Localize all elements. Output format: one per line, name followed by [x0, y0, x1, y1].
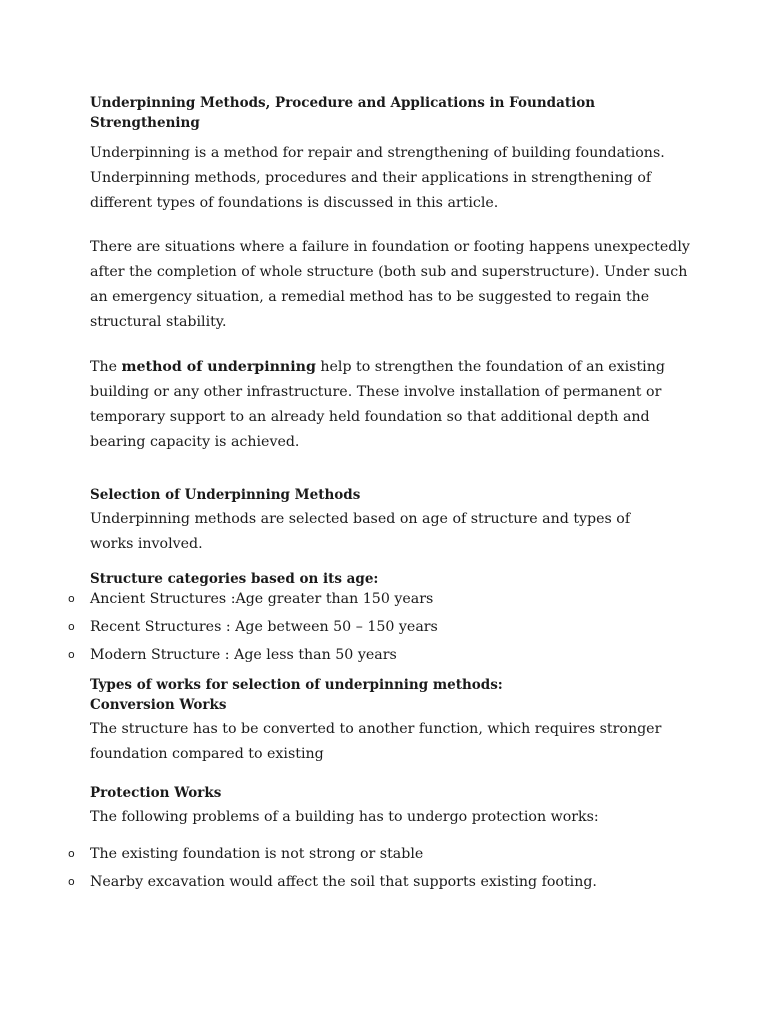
method-bold-term: method of underpinning [121, 359, 316, 375]
bullet-marker: o [68, 648, 75, 661]
list-item: o Nearby excavation would affect the soil that supports existing footing. [90, 868, 690, 896]
list-item: o Modern Structure : Age less than 50 years [90, 641, 690, 669]
intro-paragraph: Underpinning is a method for repair and strengthening of building foundations. Underpinning methods, procedures and their applications in strengthening of different types of foundations is discussed in this article. [90, 145, 665, 211]
situations-paragraph: There are situations where a failure in foundation or footing happens unexpectedly after the completion of whole structure (both sub and superstructure). Under such an emergency situation, a remedial method has to be suggested to regain the structural stability. [90, 239, 690, 330]
bullet-marker: o [68, 847, 75, 860]
method-suffix: help to strengthen the foundation of an existing building or any other infrastructure. These involve installation of permanent or temporary support to an already held foundation so that additional depth and bearing capacity is achieved. [90, 359, 665, 450]
conversion-heading: Conversion Works [90, 697, 227, 713]
protection-heading: Protection Works [90, 785, 222, 801]
list-item: o Ancient Structures :Age greater than 150 years [90, 585, 690, 613]
conversion-paragraph: The structure has to be converted to another function, which requires stronger foundation compared to existing [90, 721, 662, 762]
method-paragraph [90, 355, 690, 455]
list-item: o The existing foundation is not strong or stable [90, 840, 690, 868]
document-page [68, 93, 690, 896]
categories-heading: Structure categories based on its age: [90, 571, 379, 587]
selection-heading: Selection of Underpinning Methods [90, 487, 361, 503]
bullet-marker: o [68, 875, 75, 888]
categories-list [68, 585, 690, 669]
protection-paragraph: The following problems of a building has to undergo protection works: [90, 809, 599, 825]
works-heading: Types of works for selection of underpinning methods: [90, 677, 503, 693]
selection-paragraph: Underpinning methods are selected based on age of structure and types of works involved. [90, 511, 631, 552]
bullet-marker: o [68, 592, 75, 605]
protection-list [68, 840, 690, 896]
article-title: Underpinning Methods, Procedure and Applications in Foundation Strengthening [90, 95, 596, 131]
list-item: o Recent Structures : Age between 50 – 150 years [90, 613, 690, 641]
bullet-marker: o [68, 620, 75, 633]
method-prefix: The [90, 359, 122, 375]
